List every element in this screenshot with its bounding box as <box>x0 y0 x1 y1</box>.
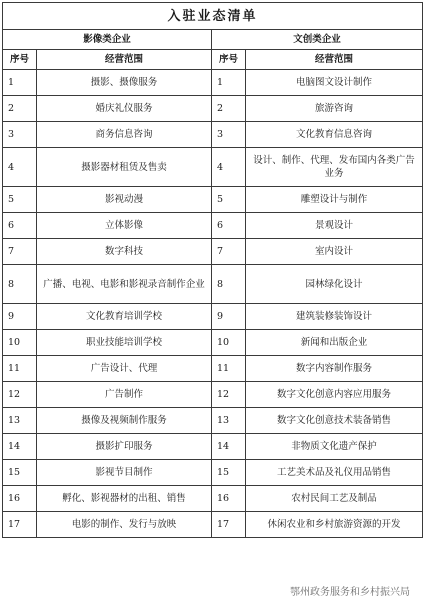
table-row <box>3 408 423 434</box>
right-scope-cell: 电脑图文设计制作 <box>246 70 423 96</box>
left-row-number: 1 <box>3 70 37 96</box>
left-scope-cell: 影视动漫 <box>37 187 212 213</box>
left-row-number: 9 <box>3 304 37 330</box>
right-row-number: 16 <box>212 486 246 512</box>
right-scope-cell: 数字内容制作服务 <box>246 356 423 382</box>
right-col-no-header: 序号 <box>212 50 246 70</box>
table-row <box>3 239 423 265</box>
table-row <box>3 486 423 512</box>
table-row <box>3 148 423 187</box>
left-scope-cell: 广播、电视、电影和影视录音制作企业 <box>37 265 212 304</box>
left-scope-cell: 摄像及视频制作服务 <box>37 408 212 434</box>
left-row-number: 10 <box>3 330 37 356</box>
right-row-number: 11 <box>212 356 246 382</box>
right-scope-cell: 非物质文化遗产保护 <box>246 434 423 460</box>
left-scope-cell: 影视节目制作 <box>37 460 212 486</box>
left-row-number: 12 <box>3 382 37 408</box>
left-row-number: 4 <box>3 148 37 187</box>
watermark: 鄂州政务服务和乡村振兴局 <box>287 583 413 598</box>
right-row-number: 17 <box>212 512 246 538</box>
left-scope-cell: 电影的制作、发行与放映 <box>37 512 212 538</box>
left-scope-cell: 摄影器材租赁及售卖 <box>37 148 212 187</box>
right-scope-cell: 建筑装修装饰设计 <box>246 304 423 330</box>
table-row <box>3 122 423 148</box>
table-row <box>3 187 423 213</box>
right-scope-cell: 新闻和出版企业 <box>246 330 423 356</box>
right-scope-cell: 旅游咨询 <box>246 96 423 122</box>
table-row <box>3 356 423 382</box>
right-row-number: 5 <box>212 187 246 213</box>
left-scope-cell: 广告制作 <box>37 382 212 408</box>
table-title: 入驻业态清单 <box>3 3 423 30</box>
right-scope-cell: 数字文化创意技术装备销售 <box>246 408 423 434</box>
left-row-number: 17 <box>3 512 37 538</box>
left-scope-cell: 数字科技 <box>37 239 212 265</box>
right-scope-cell: 园林绿化设计 <box>246 265 423 304</box>
left-col-no-header: 序号 <box>3 50 37 70</box>
right-scope-cell: 设计、制作、代理、发布国内各类广告业务 <box>246 148 423 187</box>
left-row-number: 11 <box>3 356 37 382</box>
right-row-number: 15 <box>212 460 246 486</box>
right-section-header: 文创类企业 <box>212 30 423 50</box>
table-row <box>3 213 423 239</box>
left-row-number: 6 <box>3 213 37 239</box>
right-scope-cell: 室内设计 <box>246 239 423 265</box>
right-row-number: 10 <box>212 330 246 356</box>
left-row-number: 13 <box>3 408 37 434</box>
right-row-number: 1 <box>212 70 246 96</box>
table-row <box>3 304 423 330</box>
left-row-number: 16 <box>3 486 37 512</box>
business-list-table <box>2 2 423 538</box>
right-scope-cell: 雕塑设计与制作 <box>246 187 423 213</box>
left-scope-cell: 孵化、影视器材的出租、销售 <box>37 486 212 512</box>
table-row <box>3 70 423 96</box>
left-row-number: 3 <box>3 122 37 148</box>
table-row <box>3 460 423 486</box>
table-row <box>3 382 423 408</box>
table-row <box>3 330 423 356</box>
right-scope-cell: 工艺美术品及礼仪用品销售 <box>246 460 423 486</box>
left-row-number: 7 <box>3 239 37 265</box>
left-scope-cell: 广告设计、代理 <box>37 356 212 382</box>
left-col-scope-header: 经营范围 <box>37 50 212 70</box>
left-row-number: 15 <box>3 460 37 486</box>
right-scope-cell: 数字文化创意内容应用服务 <box>246 382 423 408</box>
right-col-scope-header: 经营范围 <box>246 50 423 70</box>
left-row-number: 5 <box>3 187 37 213</box>
right-scope-cell: 文化教育信息咨询 <box>246 122 423 148</box>
right-scope-cell: 休闲农业和乡村旅游资源的开发 <box>246 512 423 538</box>
right-row-number: 4 <box>212 148 246 187</box>
left-scope-cell: 立体影像 <box>37 213 212 239</box>
right-row-number: 12 <box>212 382 246 408</box>
left-scope-cell: 职业技能培训学校 <box>37 330 212 356</box>
left-scope-cell: 商务信息咨询 <box>37 122 212 148</box>
table-row <box>3 512 423 538</box>
table-row <box>3 265 423 304</box>
right-row-number: 7 <box>212 239 246 265</box>
left-section-header: 影像类企业 <box>3 30 212 50</box>
right-row-number: 8 <box>212 265 246 304</box>
left-row-number: 14 <box>3 434 37 460</box>
right-row-number: 2 <box>212 96 246 122</box>
right-scope-cell: 农村民间工艺及制品 <box>246 486 423 512</box>
left-scope-cell: 摄影、摄像服务 <box>37 70 212 96</box>
left-row-number: 2 <box>3 96 37 122</box>
left-scope-cell: 文化教育培训学校 <box>37 304 212 330</box>
right-row-number: 3 <box>212 122 246 148</box>
left-row-number: 8 <box>3 265 37 304</box>
right-scope-cell: 景观设计 <box>246 213 423 239</box>
table-row <box>3 434 423 460</box>
left-scope-cell: 婚庆礼仪服务 <box>37 96 212 122</box>
table-body <box>3 70 423 538</box>
left-scope-cell: 摄影扩印服务 <box>37 434 212 460</box>
right-row-number: 13 <box>212 408 246 434</box>
right-row-number: 9 <box>212 304 246 330</box>
table-row <box>3 96 423 122</box>
right-row-number: 14 <box>212 434 246 460</box>
right-row-number: 6 <box>212 213 246 239</box>
